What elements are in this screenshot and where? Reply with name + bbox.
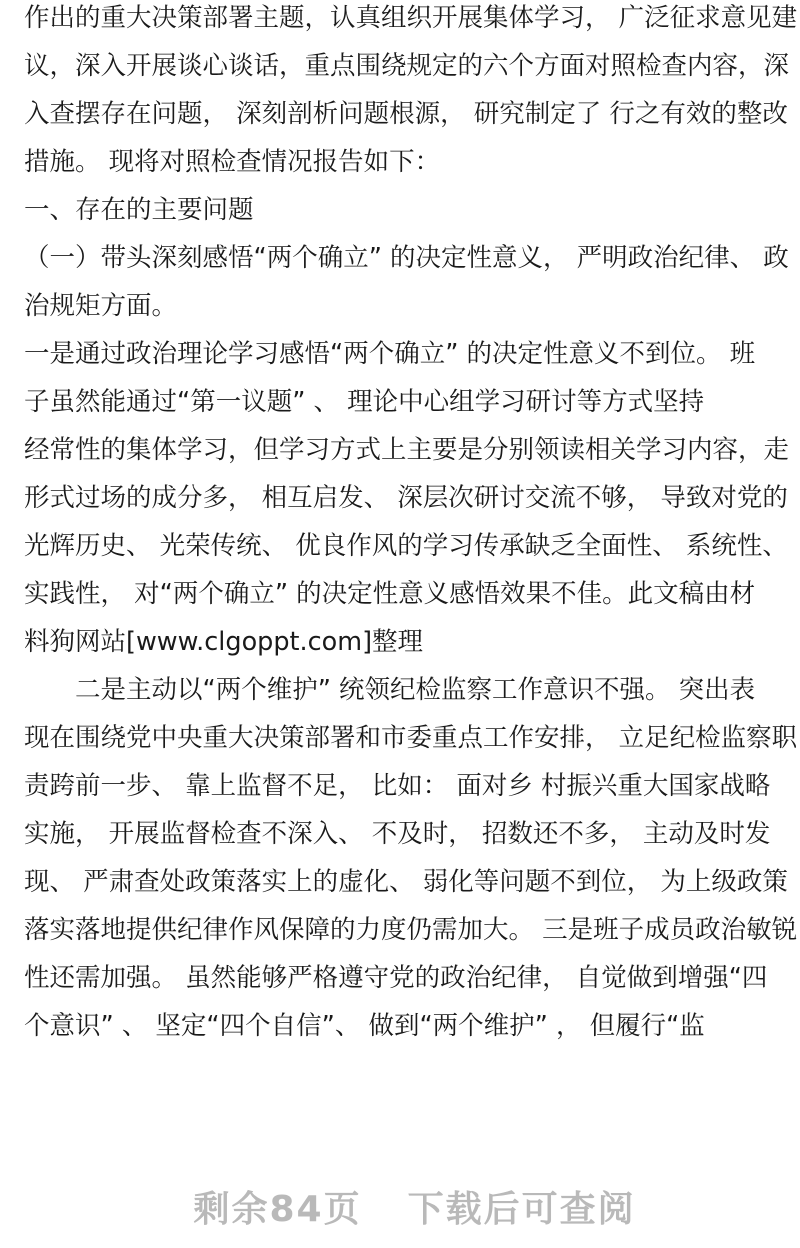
text-line: 实施， 开展监督检查不深入、 不及时， 招数还不多， 主动及时发 [24, 819, 771, 849]
section-heading: 一、存在的主要问题 [24, 195, 254, 225]
text-line: 落实落地提供纪律作风保障的力度仍需加大。 三是班子成员政治敏锐 [24, 915, 798, 945]
text-line: 二是主动以“两个维护” 统领纪检监察工作意识不强。 突出表 [24, 675, 756, 705]
subsection-heading: 治规矩方面。 [24, 291, 178, 321]
text-line: 实践性， 对“两个确立” 的决定性意义感悟效果不佳。此文稿由材 [24, 579, 756, 609]
text-line: 性还需加强。 虽然能够严格遵守党的政治纪律， 自觉做到增强“四 [24, 963, 768, 993]
download-prompt[interactable] [0, 1140, 800, 1232]
subsection-heading: （一）带头深刻感悟“两个确立” 的决定性意义， 严明政治纪律、 政 [24, 243, 789, 273]
remaining-pages-label: 剩余84页 [193, 1189, 362, 1230]
text-line: 议，深入开展谈心谈话，重点围绕规定的六个方面对照检查内容，深 [24, 51, 790, 81]
text-line: 一是通过政治理论学习感悟“两个确立” 的决定性意义不到位。 班 [24, 339, 756, 369]
text-line: 经常性的集体学习，但学习方式上主要是分别领读相关学习内容，走 [24, 435, 790, 465]
document-body [24, 0, 798, 1050]
text-line: 入查摆存在问题， 深刻剖析问题根源， 研究制定了 行之有效的整改 [24, 99, 788, 129]
text-line: 子虽然能通过“第一议题” 、 理论中心组学习研讨等方式坚持 [24, 387, 705, 417]
text-line: 现、 严肃查处政策落实上的虚化、 弱化等问题不到位， 为上级政策 [24, 867, 788, 897]
source-note: 料狗网站[www.clgoppt.com]整理 [24, 627, 424, 657]
text-line: 作出的重大决策部署主题，认真组织开展集体学习， 广泛征求意见建 [24, 3, 798, 33]
text-line: 光辉历史、 光荣传统、 优良作风的学习传承缺乏全面性、 系统性、 [24, 531, 788, 561]
text-line: 现在围绕党中央重大决策部署和市委重点工作安排， 立足纪检监察职 [24, 723, 798, 753]
download-to-view-label: 下载后可查阅 [407, 1189, 636, 1230]
text-line: 措施。 现将对照检查情况报告如下： [24, 147, 441, 177]
text-line: 个意识” 、 坚定“四个自信”、 做到“两个维护” ， 但履行“监 [24, 1011, 705, 1041]
text-line: 形式过场的成分多， 相互启发、 深层次研讨交流不够， 导致对党的 [24, 483, 788, 513]
text-line: 责跨前一步、 靠上监督不足， 比如： 面对乡 村振兴重大国家战略 [24, 771, 771, 801]
